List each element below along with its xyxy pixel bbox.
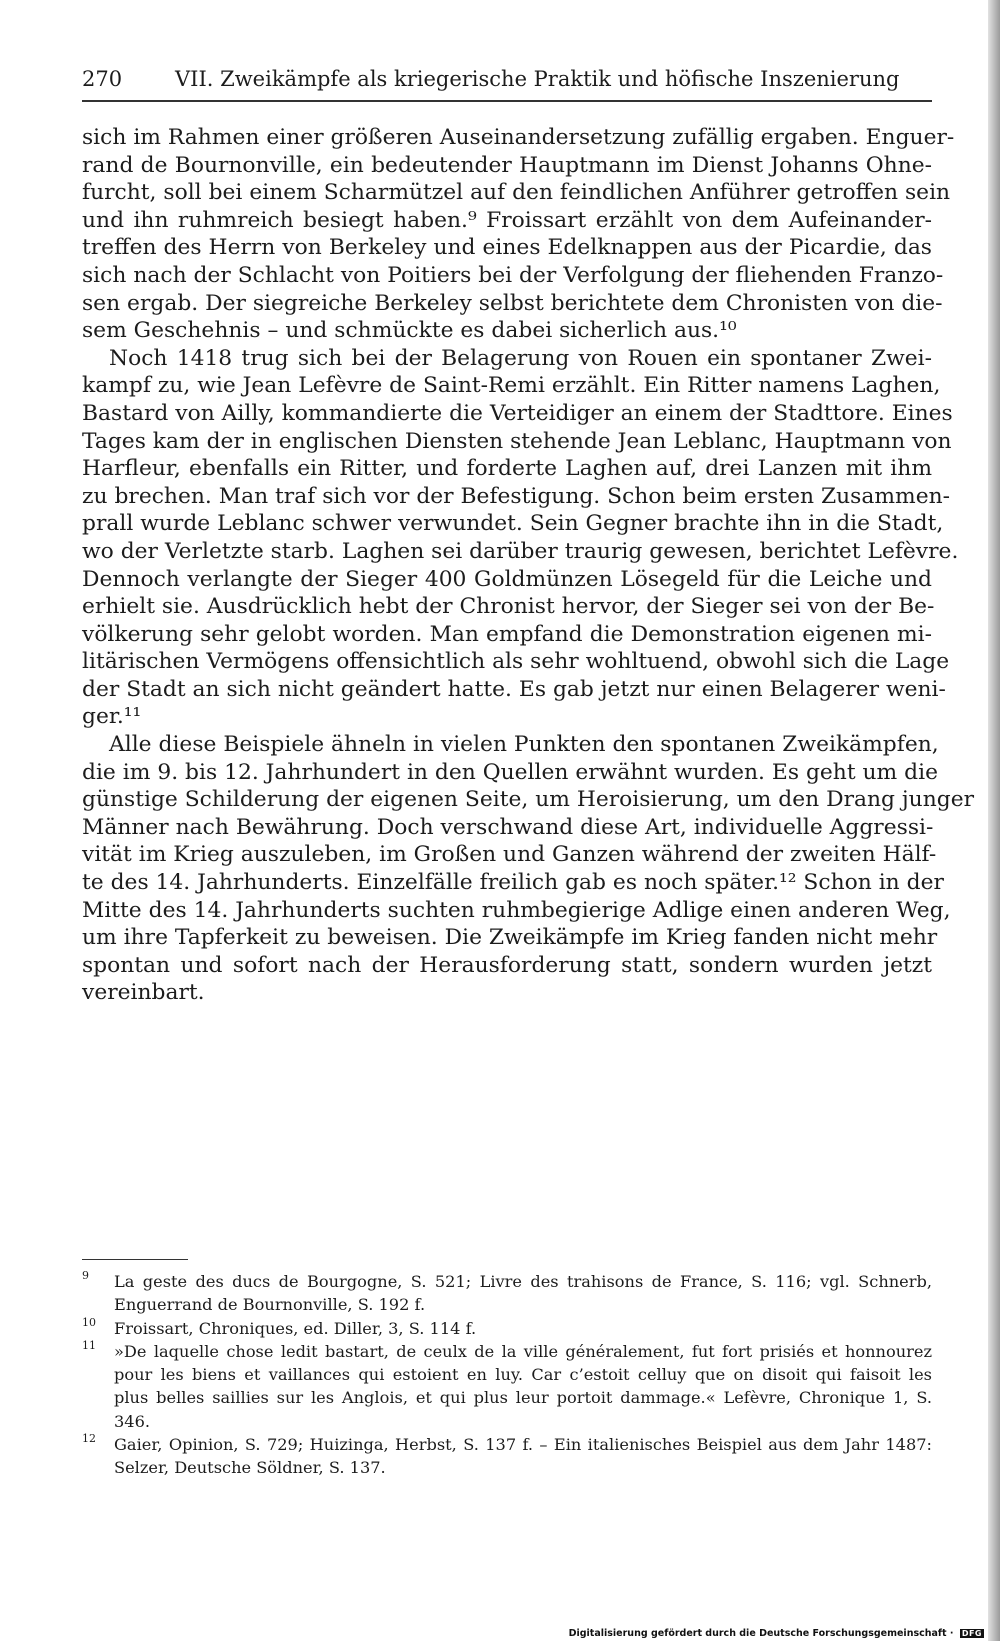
text-line: rand de Bournonville, ein bedeutender Hauptmann im Dienst Johanns Ohne- — [82, 152, 932, 178]
text-line: prall wurde Leblanc schwer verwundet. Sein Gegner brachte ihn in die Stadt, — [82, 511, 944, 537]
paragraph-2 — [82, 345, 959, 731]
text-line: sich im Rahmen einer größeren Auseinandersetzung zufällig ergaben. Enguer- — [82, 125, 955, 150]
text-line: Mitte des 14. Jahrhunderts suchten ruhmbegierige Adlige einen anderen Weg, — [82, 897, 951, 923]
footnote-10 — [82, 1317, 932, 1340]
text-line: furcht, soll bei einem Scharmützel auf den feindlichen Anführer getroffen sein — [82, 180, 951, 206]
text-line: vität im Krieg auszuleben, im Großen und Ganzen während der zweiten Hälf- — [82, 842, 937, 868]
dfg-logo: DFG — [961, 1629, 982, 1638]
text-line: litärischen Vermögens offensichtlich als sehr wohltuend, obwohl sich die Lage — [82, 649, 950, 675]
text-line: wo der Verletzte starb. Laghen sei darüber traurig gewesen, berichtet Lefèvre. — [82, 538, 959, 564]
page-number: 270 — [82, 67, 123, 91]
text-line: spontan und sofort nach der Herausforderung statt, sondern wurden jetzt — [82, 952, 932, 978]
paragraph-1 — [82, 124, 955, 345]
text-line: Alle diese Beispiele ähneln in vielen Punkten den spontanen Zweikämpfen, — [109, 732, 939, 758]
footer-text: Digitalisierung gefördert durch die Deutsche Forschungsgemeinschaft · — [568, 1628, 954, 1639]
text-line: Dennoch verlangte der Sieger 400 Goldmünzen Lösegeld für die Leiche und — [82, 566, 932, 592]
header-rule — [82, 100, 932, 102]
text-line: te des 14. Jahrhunderts. Einzelfälle freilich gab es noch später.¹² Schon in der — [82, 870, 944, 896]
text-line: zu brechen. Man traf sich vor der Befestigung. Schon beim ersten Zusammen- — [82, 483, 950, 509]
digitization-footer — [569, 1628, 984, 1639]
text-line: Bastard von Ailly, kommandierte die Verteidiger an einem der Stadttore. Eines — [82, 400, 953, 426]
footnote-line: Gaier, Opinion, S. 729; Huizinga, Herbst, S. 137 f. – Ein italienisches Beispiel aus dem Jahr 1487: — [114, 1435, 932, 1455]
footnote-line: Froissart, Chroniques, ed. Diller, 3, S. 114 f. — [114, 1318, 477, 1338]
text-line: vereinbart. — [82, 980, 205, 1006]
footnote-11 — [82, 1340, 932, 1433]
footnote-line: Enguerrand de Bournonville, S. 192 f. — [114, 1295, 426, 1315]
running-title: VII. Zweikämpfe als kriegerische Praktik und höfische Inszenierung — [175, 67, 900, 91]
text-line: der Stadt an sich nicht geändert hatte. Es gab jetzt nur einen Belagerer weni- — [82, 676, 946, 702]
footnote-line: 346. — [114, 1411, 151, 1431]
text-line: um ihre Tapferkeit zu beweisen. Die Zweikämpfe im Krieg fanden nicht mehr — [82, 925, 938, 951]
footnote-number: 11 — [82, 1338, 96, 1352]
page-edge — [988, 0, 1000, 1641]
text-line: Noch 1418 trug sich bei der Belagerung von Rouen ein spontaner Zwei- — [109, 345, 932, 371]
footnotes — [82, 1270, 932, 1480]
footnote-line: Selzer, Deutsche Söldner, S. 137. — [114, 1458, 386, 1478]
text-line: Harfleur, ebenfalls ein Ritter, und forderte Laghen auf, drei Lanzen mit ihm — [82, 456, 932, 482]
text-line: die im 9. bis 12. Jahrhundert in den Quellen erwähnt wurden. Es geht um die — [82, 759, 938, 785]
text-line: erhielt sie. Ausdrücklich hebt der Chronist hervor, der Sieger sei von der Be- — [82, 594, 935, 620]
text-line: treffen des Herrn von Berkeley und eines Edelknappen aus der Picardie, das — [82, 235, 932, 261]
footnote-12 — [82, 1433, 932, 1480]
text-line: sich nach der Schlacht von Poitiers bei der Verfolgung der fliehenden Franzo- — [82, 262, 944, 288]
paragraph-3 — [82, 731, 975, 1007]
footnote-line: plus belles saillies sur les Anglois, et qui plus leur portoit dammage.« Lefèvre, Chronique 1, S. — [114, 1388, 932, 1408]
text-line: völkerung sehr gelobt worden. Man empfand die Demonstration eigenen mi- — [82, 621, 932, 647]
text-line: Tages kam der in englischen Diensten stehende Jean Leblanc, Hauptmann von — [82, 428, 952, 454]
text-line: und ihn ruhmreich besiegt haben.⁹ Froissart erzählt von dem Aufeinander- — [82, 207, 932, 233]
footnote-number: 9 — [82, 1269, 89, 1282]
text-line: sem Geschehnis – und schmückte es dabei sicherlich aus.¹⁰ — [82, 318, 737, 344]
footnote-rule — [82, 1259, 188, 1260]
footnote-line: »De laquelle chose ledit bastart, de ceulx de la ville généralement, fut fort prisiés et honnourez — [114, 1341, 932, 1361]
text-line: Männer nach Bewährung. Doch verschwand diese Art, individuelle Aggressi- — [82, 814, 934, 840]
text-line: kampf zu, wie Jean Lefèvre de Saint-Remi erzählt. Ein Ritter namens Laghen, — [82, 373, 941, 399]
footnote-number: 12 — [82, 1432, 96, 1446]
text-line: ger.¹¹ — [82, 704, 142, 730]
text-line: sen ergab. Der siegreiche Berkeley selbst berichtete dem Chronisten von die- — [82, 290, 943, 316]
footnote-number: 10 — [82, 1315, 96, 1329]
footnote-9 — [82, 1270, 932, 1317]
footnote-line: pour les biens et vaillances qui estoient en luy. Car c’estoit celluy que on disoit qui faisoit les — [114, 1365, 932, 1385]
main-text — [82, 124, 975, 1007]
text-line: günstige Schilderung der eigenen Seite, um Heroisierung, um den Drang junger — [82, 787, 975, 813]
footnote-line: La geste des ducs de Bourgogne, S. 521; Livre des trahisons de France, S. 116; vgl. Schnerb, — [114, 1272, 932, 1291]
